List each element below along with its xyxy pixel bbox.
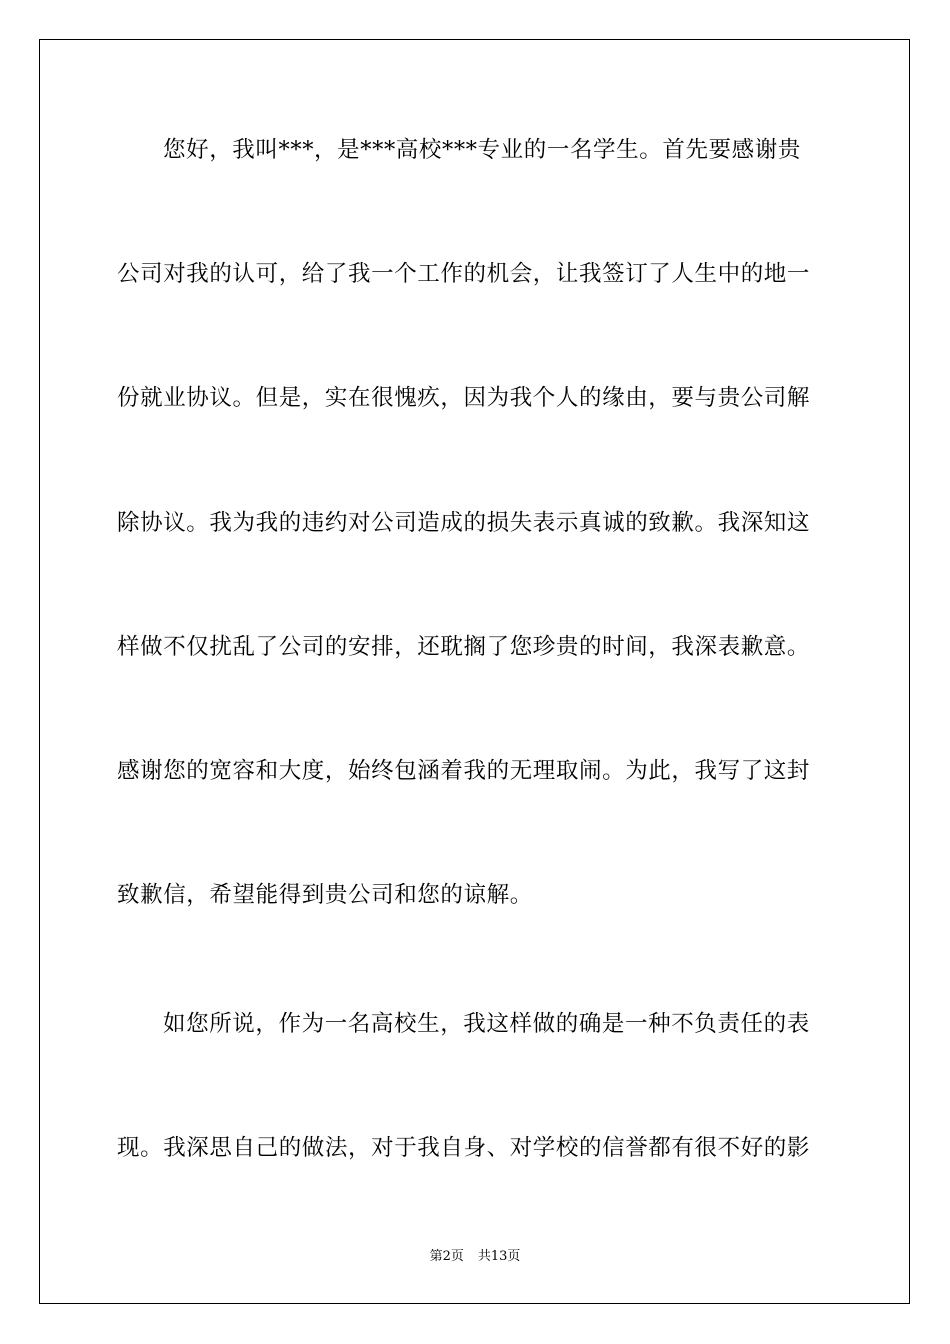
page-total: 共13页: [477, 1249, 521, 1264]
paragraph-1-line-6: 感谢您的宽容和大度，始终包涵着我的无理取闹。为此，我写了这封: [117, 758, 811, 784]
page-footer: [0, 1248, 950, 1266]
paragraph-2-line-2: 现。我深思自己的做法，对于我自身、对学校的信誉都有很不好的影: [117, 1135, 811, 1161]
paragraph-1-line-4: 除协议。我为我的违约对公司造成的损失表示真诚的致歉。我深知这: [117, 510, 811, 536]
page-border: [39, 39, 910, 1304]
paragraph-1-line-2: 公司对我的认可，给了我一个工作的机会，让我签订了人生中的地一: [117, 261, 811, 287]
paragraph-2-line-1: 如您所说，作为一名高校生，我这样做的确是一种不负责任的表: [163, 1011, 810, 1037]
paragraph-1-line-1: 您好，我叫***，是***高校***专业的一名学生。首先要感谢贵: [163, 137, 801, 163]
page-number: 第2页: [429, 1249, 464, 1264]
paragraph-1-line-3: 份就业协议。但是，实在很愧疚，因为我个人的缘由，要与贵公司解: [117, 385, 811, 411]
paragraph-1-line-5: 样做不仅扰乱了公司的安排，还耽搁了您珍贵的时间，我深表歉意。: [117, 634, 811, 660]
paragraph-1-line-7: 致歉信，希望能得到贵公司和您的谅解。: [117, 882, 533, 908]
